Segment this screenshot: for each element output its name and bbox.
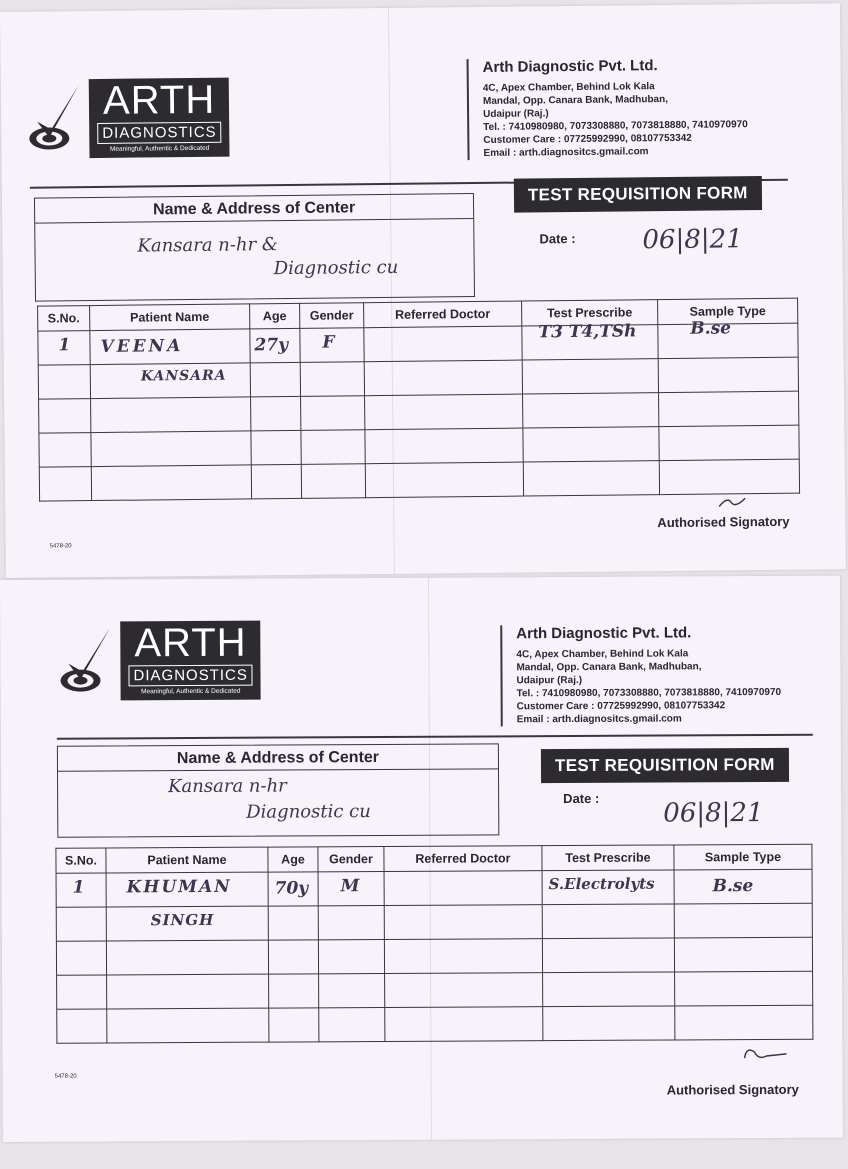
company-customer-care: Customer Care : 07725992990, 08107753342 <box>483 132 692 146</box>
cell-sno <box>56 873 106 907</box>
col-header-patient-name: Patient Name <box>106 847 268 873</box>
cell-empty <box>542 904 674 939</box>
col-header-sno: S.No. <box>38 306 90 332</box>
gender-handwriting: M <box>340 876 360 897</box>
col-header-referred-doctor: Referred Doctor <box>364 301 522 328</box>
company-address-1: 4C, Apex Chamber, Behind Lok Kala <box>482 81 655 94</box>
cell-empty <box>107 1008 269 1043</box>
patient-name-handwriting: KHUMAN <box>126 876 232 898</box>
authorised-signatory-label: Authorised Signatory <box>666 1081 799 1098</box>
authorised-signatory-label: Authorised Signatory <box>657 513 790 531</box>
col-header-referred-doctor: Referred Doctor <box>384 846 542 872</box>
company-tel: Tel. : 7410980980, 7073308880, 7073818880, 7410970970 <box>483 119 748 133</box>
cell-empty <box>364 360 522 396</box>
cell-empty <box>251 464 301 499</box>
center-address-box <box>34 193 475 302</box>
cell-test-prescribe <box>542 870 674 905</box>
cell-age <box>268 872 318 906</box>
table-row <box>57 971 813 1009</box>
target-check-icon <box>27 83 86 154</box>
company-customer-care: Customer Care : 07725992990, 08107753342 <box>516 700 726 713</box>
cell-empty <box>107 974 269 1009</box>
cell-empty <box>543 972 675 1007</box>
gender-handwriting: F <box>322 332 335 353</box>
cell-patient-name <box>90 363 250 399</box>
cell-empty <box>56 941 106 975</box>
sno-handwriting: 1 <box>72 877 85 898</box>
cell-empty <box>39 467 91 502</box>
cell-empty <box>38 365 90 400</box>
cell-patient-name <box>106 872 268 907</box>
form-title: TEST REQUISITION FORM <box>514 176 762 213</box>
requisition-form-1 <box>0 3 846 578</box>
cell-empty <box>523 393 659 428</box>
patient-table <box>37 298 800 502</box>
cell-empty <box>106 940 268 975</box>
cell-empty <box>385 1007 543 1042</box>
center-box-title: Name & Address of Center <box>58 744 498 771</box>
cell-empty <box>523 461 659 496</box>
cell-sample-type <box>658 318 798 358</box>
cell-patient-name <box>106 906 268 941</box>
cell-empty <box>318 905 384 939</box>
cell-empty <box>543 1006 675 1041</box>
logo-wordmark <box>120 621 261 700</box>
cell-empty <box>365 394 523 430</box>
cell-empty <box>91 397 251 433</box>
cell-patient-name <box>90 329 250 365</box>
company-address-2: Mandal, Opp. Canara Bank, Madhuban, <box>482 94 669 107</box>
arth-logo <box>58 621 261 701</box>
col-header-age: Age <box>250 303 300 329</box>
cell-empty <box>39 433 91 468</box>
cell-referred-doctor <box>364 326 522 362</box>
logo-diagnostics-text: DIAGNOSTICS <box>97 122 222 144</box>
patient-name-handwriting: VEENA <box>100 336 184 357</box>
header-rule <box>57 734 813 740</box>
cell-empty <box>319 973 385 1007</box>
form-code: 5478-20 <box>49 543 72 550</box>
col-header-gender: Gender <box>300 303 364 329</box>
cell-empty <box>385 973 543 1008</box>
cell-empty <box>319 1007 385 1041</box>
sno-handwriting: 1 <box>58 335 71 356</box>
cell-empty <box>675 1005 813 1040</box>
center-handwriting-line-2: Diagnostic cu <box>273 256 399 280</box>
cell-empty <box>365 462 523 498</box>
test-handwriting: S.Electrolyts <box>548 874 655 894</box>
cell-empty <box>384 905 542 940</box>
company-address-3: Udaipur (Raj.) <box>483 108 549 120</box>
target-check-icon <box>58 626 116 696</box>
cell-empty <box>300 362 364 397</box>
col-header-patient-name: Patient Name <box>90 304 250 331</box>
age-handwriting: 70y <box>274 878 309 899</box>
col-header-sno: S.No. <box>56 848 106 873</box>
logo-wordmark <box>89 78 230 158</box>
cell-empty <box>659 391 799 426</box>
logo-diagnostics-text: DIAGNOSTICS <box>128 665 252 687</box>
cell-sno <box>38 331 90 366</box>
company-name: Arth Diagnostic Pvt. Ltd. <box>516 624 692 643</box>
cell-empty <box>659 459 799 494</box>
center-handwriting-line-1: Kansara n-hr & <box>137 234 278 257</box>
age-handwriting: 27y <box>254 335 289 356</box>
company-address-2: Mandal, Opp. Canara Bank, Madhuban, <box>516 661 702 674</box>
col-header-sample-type: Sample Type <box>674 844 812 870</box>
cell-empty <box>301 464 365 499</box>
cell-empty <box>365 428 523 464</box>
cell-empty <box>659 425 799 460</box>
cell-empty <box>269 1008 319 1042</box>
col-header-gender: Gender <box>318 846 384 871</box>
cell-empty <box>250 362 300 397</box>
cell-empty <box>523 427 659 462</box>
logo-tagline: Meaningful, Authentic & Dedicated <box>109 144 210 153</box>
table-row <box>56 869 812 907</box>
company-name: Arth Diagnostic Pvt. Ltd. <box>482 57 658 76</box>
cell-empty <box>268 940 318 974</box>
center-handwriting-line-2: Diagnostic cu <box>246 801 371 823</box>
cell-empty <box>522 359 658 394</box>
col-header-sample-type: Sample Type <box>658 298 798 324</box>
cell-empty <box>251 430 301 465</box>
company-email: Email : arth.diagnositcs.gmail.com <box>516 713 682 726</box>
form-title: TEST REQUISITION FORM <box>541 748 789 783</box>
table-row <box>39 459 799 501</box>
cell-empty <box>91 431 251 467</box>
cell-empty <box>91 465 251 501</box>
date-label: Date : <box>563 790 600 807</box>
cell-empty <box>542 938 674 973</box>
col-header-age: Age <box>268 847 318 872</box>
date-label: Date : <box>539 230 576 247</box>
patient-table <box>55 844 813 1044</box>
logo-tagline: Meaningful, Authentic & Dedicated <box>141 687 241 696</box>
requisition-form-2 <box>0 576 843 1142</box>
signature-mark <box>717 494 747 508</box>
company-address-3: Udaipur (Raj.) <box>516 674 583 687</box>
cell-empty <box>57 1009 107 1043</box>
col-header-test-prescribe: Test Prescribe <box>542 845 674 871</box>
cell-empty <box>301 430 365 465</box>
patient-surname-handwriting: SINGH <box>150 910 215 930</box>
arth-logo <box>27 78 230 159</box>
signature-mark <box>740 1042 790 1064</box>
cell-gender <box>318 871 384 905</box>
center-handwriting-line-1: Kansara n-hr <box>168 775 287 798</box>
center-address-box <box>57 743 499 837</box>
cell-empty <box>674 903 812 938</box>
logo-arth-text: ARTH <box>134 620 247 666</box>
center-box-title: Name & Address of Center <box>35 194 473 224</box>
company-info <box>500 624 781 726</box>
logo-arth-text: ARTH <box>102 77 216 123</box>
date-handwriting: 06|8|21 <box>663 798 764 829</box>
cell-empty <box>674 937 812 972</box>
patient-surname-handwriting: KANSARA <box>140 367 227 385</box>
cell-empty <box>39 399 91 434</box>
company-email: Email : arth.diagnositcs.gmail.com <box>483 146 649 159</box>
cell-empty <box>57 975 107 1009</box>
company-info <box>467 56 749 160</box>
cell-empty <box>301 396 365 431</box>
cell-empty <box>658 357 798 392</box>
sample-handwriting: B.se <box>712 876 754 897</box>
col-header-test-prescribe: Test Prescribe <box>522 300 658 326</box>
cell-sample-type <box>674 869 812 904</box>
table-row <box>56 903 812 941</box>
cell-empty <box>675 971 813 1006</box>
company-address-1: 4C, Apex Chamber, Behind Lok Kala <box>516 648 689 661</box>
cell-gender <box>300 328 364 363</box>
cell-empty <box>268 906 318 940</box>
cell-empty <box>269 974 319 1008</box>
table-row <box>56 937 812 975</box>
cell-referred-doctor <box>384 871 542 906</box>
cell-empty <box>251 396 301 431</box>
date-handwriting: 06|8|21 <box>642 224 743 256</box>
form-code: 5478-20 <box>54 1073 77 1080</box>
cell-age <box>250 328 300 363</box>
cell-empty <box>318 939 384 973</box>
table-row <box>57 1005 813 1043</box>
cell-empty <box>56 907 106 941</box>
cell-test-prescribe <box>522 321 658 360</box>
sample-handwriting: B.se <box>690 318 732 339</box>
cell-empty <box>384 939 542 974</box>
test-handwriting: T3 T4,TSh <box>538 321 637 343</box>
company-tel: Tel. : 7410980980, 7073308880, 7073818880, 7410970970 <box>516 686 782 700</box>
